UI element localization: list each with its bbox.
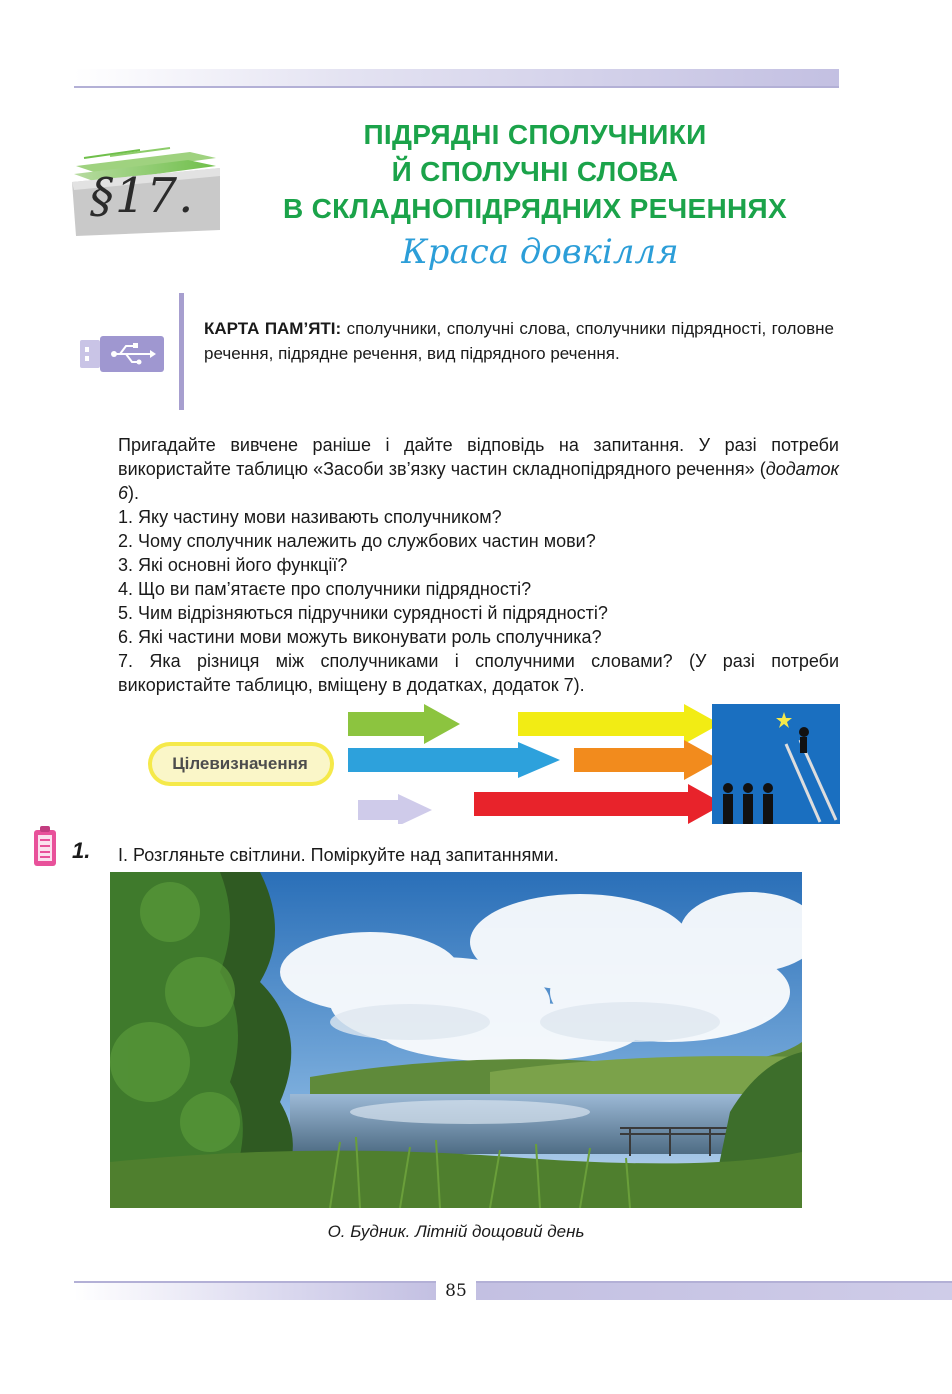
title-line: Й СПОЛУЧНІ СЛОВА <box>391 156 679 187</box>
notebook-icon <box>32 826 58 868</box>
question-item: 6. Які частини мови можуть виконувати роль сполучника? <box>118 627 602 647</box>
memory-card-text: сполучники, сполучні слова, сполучники підрядності, головне речення, підрядне речення, вид підрядного речення. <box>204 319 834 363</box>
page-subtitle: Краса довкілля <box>401 232 679 272</box>
card-divider <box>179 293 184 410</box>
question-item: 2. Чому сполучник належить до службових частин мови? <box>118 531 596 551</box>
title-line: ПІДРЯДНІ СПОЛУЧНИКИ <box>363 119 707 150</box>
page-number: 85 <box>445 1281 467 1301</box>
page-title <box>240 116 830 227</box>
goal-label: Цілевизначення <box>172 754 308 773</box>
question-item: 1. Яку частину мови називають сполучником? <box>118 507 502 527</box>
question-item: 4. Що ви пам’ятаєте про сполучники підрядності? <box>118 579 532 599</box>
exercise-instruction: І. Розгляньте світлини. Поміркуйте над запитаннями. <box>118 845 559 865</box>
title-line: В СКЛАДНОПІДРЯДНИХ РЕЧЕННЯХ <box>283 193 787 224</box>
footer-rule-left <box>74 1281 436 1300</box>
header-rule <box>74 69 839 88</box>
question-item: 5. Чим відрізняються підручники сурядності й підрядності? <box>118 603 608 623</box>
photo-caption: О. Будник. Літній дощовий день <box>327 1222 585 1241</box>
intro-text: Пригадайте вивчене раніше і дайте відповідь на запитання. У разі потреби використайте таблицю «Засоби зв’язку частин складнопідрядного речення» ( <box>118 435 839 479</box>
exercise-number: 1. <box>72 838 91 863</box>
question-item: 3. Які основні його функції? <box>118 555 348 575</box>
intro-appendix-ref: додаток 6 <box>118 459 839 503</box>
intro-paragraph <box>118 433 839 505</box>
landscape-photo <box>110 872 802 1208</box>
footer-rule-right <box>476 1281 952 1300</box>
memory-card <box>204 316 834 366</box>
question-item: 7. Яка різниця між сполучниками і сполучними словами? (У разі потреби використайте таблицю, вміщену в додатках, додаток 7). <box>118 651 839 695</box>
usb-icon <box>80 336 164 372</box>
memory-card-label: КАРТА ПАМ’ЯТІ: <box>204 319 342 338</box>
questions-block <box>118 433 839 697</box>
section-number: §17. <box>90 168 195 224</box>
intro-text-end: ). <box>128 483 140 503</box>
